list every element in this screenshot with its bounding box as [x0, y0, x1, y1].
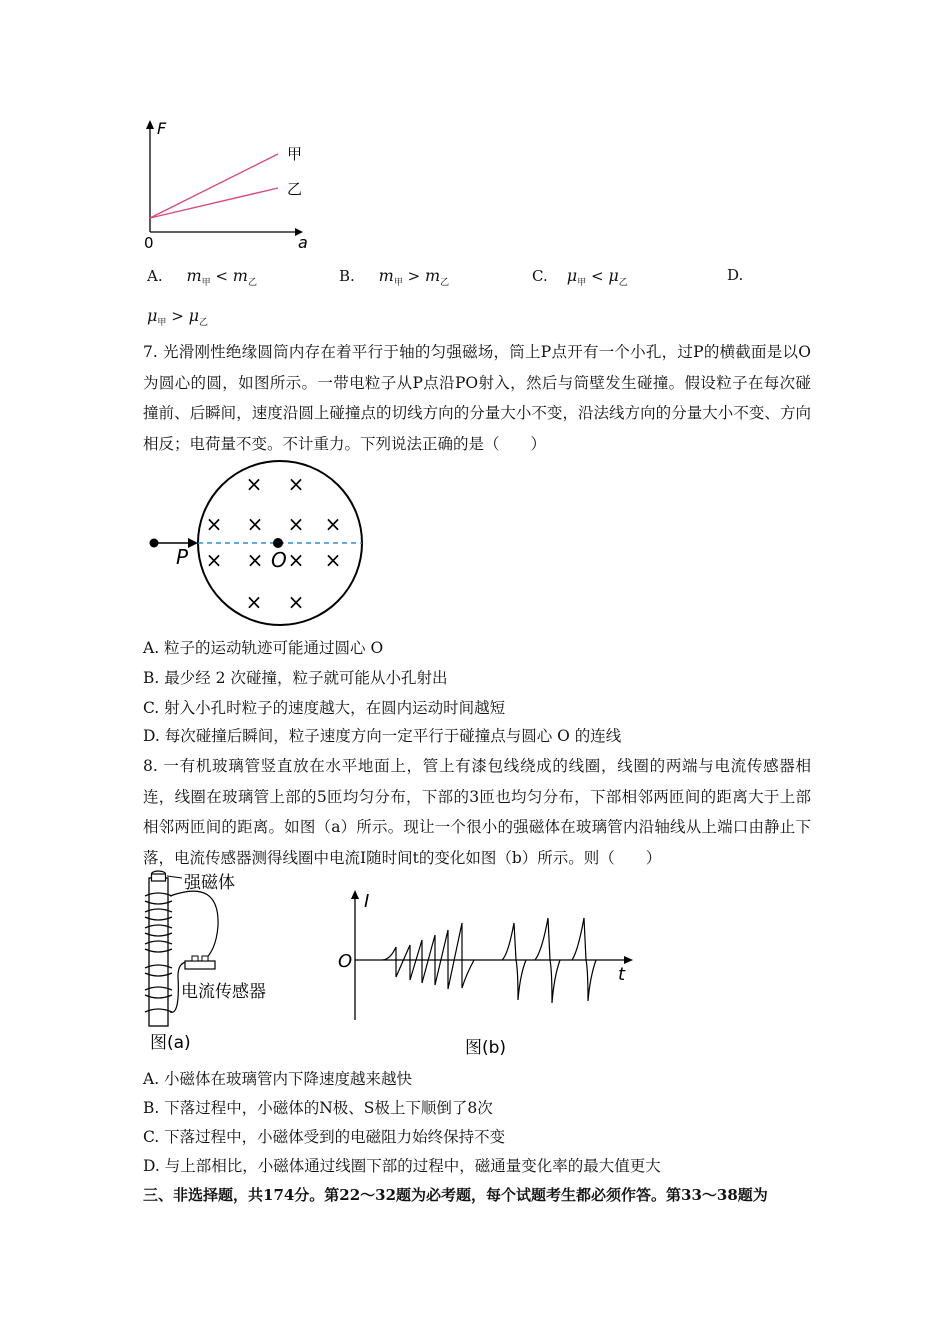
field-cross: × [287, 548, 305, 572]
magnet-pointer [167, 876, 182, 878]
t-axis-arrow [624, 956, 633, 964]
i-axis-arrow [351, 890, 359, 899]
q8-option-a[interactable]: A. 小磁体在玻璃管内下降速度越来越快 [143, 1070, 413, 1088]
sensor-terminal [202, 956, 208, 961]
field-cross: × [324, 512, 342, 536]
center-dot [273, 538, 283, 548]
field-cross: × [324, 548, 342, 572]
q6-option-a[interactable]: A. $m_甲 < m_乙$ [147, 266, 257, 288]
origin-label: O [338, 951, 353, 972]
particle-arrow [188, 538, 198, 548]
field-cross: × [245, 590, 263, 614]
sensor-label: 电流传感器 [181, 982, 266, 1002]
t-axis-label: t [618, 964, 626, 985]
cylinder-magnetic-field-figure [140, 460, 380, 640]
field-cross: × [245, 472, 263, 496]
current-curve-upper-coil [382, 923, 474, 989]
center-o-label: O [271, 548, 287, 572]
field-cross: × [246, 548, 264, 572]
q8-option-b[interactable]: B. 下落过程中，小磁体的N极、S极上下顺倒了8次 [143, 1099, 493, 1117]
y-axis-arrow [146, 120, 154, 129]
q7-stem: 7. 光滑刚性绝缘圆筒内存在着平行于轴的匀强磁场，筒上P点开有一个小孔，过P的横截面是以O为圆心的圆，如图所示。一带电粒子从P点沿PO射入，然后与筒壁发生碰撞。假设粒子在每次碰撞前、后瞬间，速度沿圆上碰撞点的切线方向的分量大小不变，沿法线方向的分量大小不变、方向相反；电荷量不变。不计重力。下列说法正确的是（ ） [143, 343, 811, 453]
q8-stem: 8. 一有机玻璃管竖直放在水平地面上，管上有漆包线绕成的线圈，线圈的两端与电流传感器相连，线圈在玻璃管上部的5匝均匀分布，下部的3匝也均匀分布，下部相邻两匝间的距离大于上部相邻两匝间的距离。如图（a）所示。现让一个很小的强磁体在玻璃管内沿轴线从上端口由静止下落，电流传感器测得线圈中电流I随时间t的变化如图（b）所示。则（ ） [143, 757, 811, 867]
x-axis-label: a [298, 233, 308, 252]
line-jia-label: 甲 [287, 145, 303, 163]
force-acceleration-graph [135, 112, 315, 252]
y-axis-label: F [157, 119, 167, 138]
point-p-label: P [176, 545, 189, 569]
q7-option-c[interactable]: C. 射入小孔时粒子的速度越大，在圆内运动时间越短 [143, 699, 506, 717]
i-axis-label: I [364, 891, 370, 912]
coil-tube-figure [140, 866, 300, 1061]
q7-option-a[interactable]: A. 粒子的运动轨迹可能通过圆心 O [143, 639, 384, 657]
q8-option-c[interactable]: C. 下落过程中，小磁体受到的电磁阻力始终保持不变 [143, 1128, 506, 1146]
particle-dot [150, 539, 159, 548]
field-cross: × [205, 512, 223, 536]
current-sensor [185, 961, 215, 969]
line-yi [150, 188, 278, 218]
magnet-label: 强磁体 [184, 873, 235, 893]
q6-option-d[interactable]: $\mu_甲 > \mu_乙$ [147, 306, 208, 328]
lead-wire-top [170, 891, 218, 962]
line-yi-label: 乙 [287, 180, 303, 198]
field-cross: × [246, 512, 264, 536]
sensor-terminal [192, 956, 198, 961]
q7-option-b[interactable]: B. 最少经 2 次碰撞，粒子就可能从小孔射出 [143, 669, 448, 687]
field-cross: × [287, 590, 305, 614]
figure-a-caption: 图(a) [150, 1033, 191, 1053]
q8-option-d[interactable]: D. 与上部相比，小磁体通过线圈下部的过程中，磁通量变化率的最大值更大 [143, 1157, 661, 1175]
field-cross: × [205, 548, 223, 572]
origin-label: 0 [144, 234, 154, 252]
field-cross: × [287, 472, 305, 496]
line-jia [150, 154, 278, 218]
q6-option-c[interactable]: C. $\mu_甲 < \mu_乙$ [532, 266, 628, 288]
field-cross: × [287, 512, 305, 536]
section-3-heading: 三、非选择题，共174分。第22～32题为必考题，每个试题考生都必须作答。第33～38题为 [143, 1186, 768, 1204]
strong-magnet [152, 874, 166, 881]
q6-option-d-letter[interactable]: D. [727, 266, 744, 284]
q7-option-d[interactable]: D. 每次碰撞后瞬间，粒子速度方向一定平行于碰撞点与圆心 O 的连线 [143, 727, 622, 745]
current-time-graph [330, 885, 640, 1060]
figure-b-caption: 图(b) [465, 1038, 507, 1058]
q6-option-b[interactable]: B. $m_甲 > m_乙$ [339, 266, 450, 288]
